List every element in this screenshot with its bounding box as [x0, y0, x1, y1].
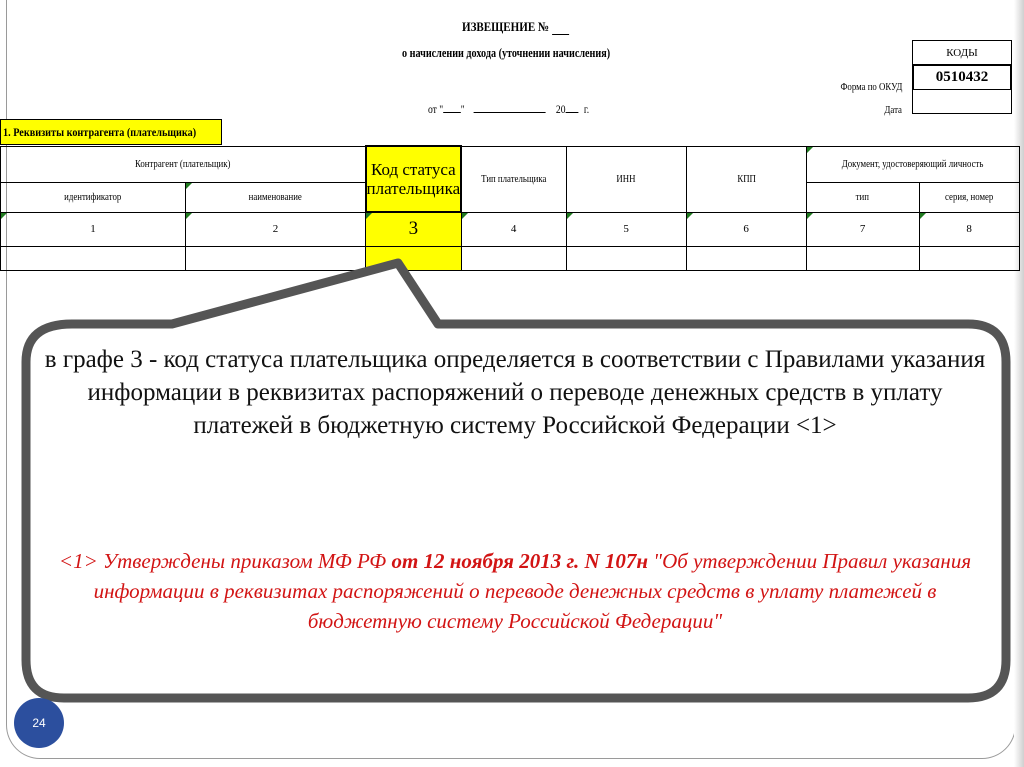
header-payer-type: Тип плательщика — [461, 146, 566, 212]
column-number: 6 — [686, 212, 806, 246]
column-number: 3 — [366, 212, 462, 246]
header-doc-series: серия, номер — [919, 182, 1019, 212]
header-counterparty: Контрагент (плательщик) — [1, 146, 366, 182]
header-inn: ИНН — [566, 146, 686, 212]
callout-main-text: в графе 3 - код статуса плательщика определяется в соответствии с Правилами указания информации в реквизитах распоряжений о переводе денежных средств в уплату платежей в бюджетную систему Российской Федерации <1> — [44, 346, 986, 439]
date-label: Дата — [884, 104, 902, 116]
callout-footnote: <1> Утверждены приказом МФ РФ от 12 ноября 2013 г. N 107н "Об утверждении Правил указания информации в реквизитах распоряжений о переводе денежных средств в уплату платежей в бюджетную систему Российской Федерации" — [58, 549, 972, 633]
page-number-badge: 24 — [14, 698, 64, 748]
column-number: 4 — [461, 212, 566, 246]
codes-header: КОДЫ — [912, 40, 1012, 64]
header-document: Документ, удостоверяющий личность — [806, 146, 1019, 182]
okud-label: Форма по ОКУД — [840, 81, 902, 93]
form-subtitle: о начислении дохода (уточнении начисления) — [402, 45, 611, 60]
form-title: ИЗВЕЩЕНИЕ № — [462, 19, 569, 35]
section-title: 1. Реквизиты контрагента (плательщика) — [0, 119, 222, 145]
header-payer-status-code: Код статуса плательщика — [366, 146, 462, 212]
column-number: 5 — [566, 212, 686, 246]
header-doc-type: тип — [806, 182, 919, 212]
column-number: 8 — [919, 212, 1019, 246]
column-number: 1 — [1, 212, 186, 246]
column-number: 2 — [186, 212, 366, 246]
header-name: наименование — [186, 182, 366, 212]
form-date-line: от " " 20 г. — [428, 102, 590, 116]
column-number: 7 — [806, 212, 919, 246]
header-identifier: идентификатор — [1, 182, 186, 212]
okud-code: 0510432 — [912, 64, 1012, 89]
header-kpp: КПП — [686, 146, 806, 212]
